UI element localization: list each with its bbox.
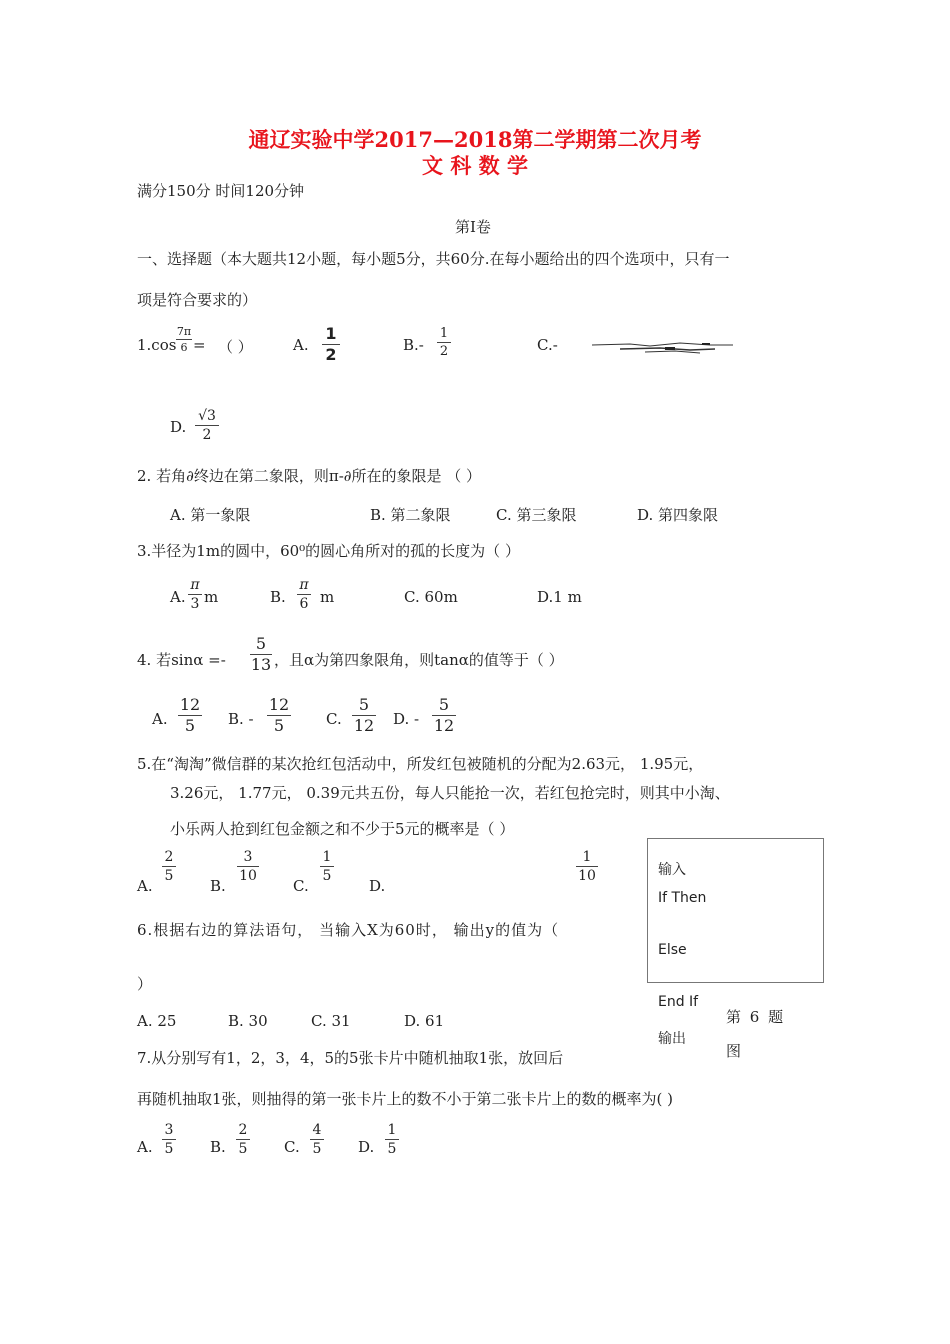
- q4-option-b-den: 5: [273, 716, 285, 735]
- q3-stem: 3.半径为1m的圆中，60⁰的圆心角所对的孤的长度为（ ）: [137, 542, 520, 560]
- q3-option-c: C. 60m: [404, 588, 458, 606]
- q5-option-d-label: D.: [369, 877, 386, 895]
- part1-instruction-2: 项是符合要求的）: [137, 291, 258, 309]
- program-output: 输出: [658, 1031, 686, 1047]
- q7-option-c-label: C.: [284, 1138, 300, 1156]
- q1-prefix: 1.cos: [137, 336, 177, 354]
- q4-option-d-den: 12: [433, 716, 455, 735]
- q4-option-d-num: 5: [438, 695, 450, 714]
- q7-option-c-den: 5: [312, 1141, 322, 1157]
- q1-paren: （ ）: [218, 338, 253, 356]
- q4-option-c-label: C.: [326, 710, 342, 728]
- q1-option-d-label: D.: [170, 418, 187, 436]
- q4-option-d-label: D. -: [393, 710, 420, 728]
- q7-option-a-num: 3: [164, 1122, 174, 1138]
- q5-option-d-fraction: [576, 850, 598, 883]
- exam-title: 通辽实验中学2017—2018第二学期第二次月考: [248, 127, 702, 152]
- q2-option-b: B. 第二象限: [370, 506, 451, 524]
- figure-caption-2: 图: [726, 1042, 742, 1060]
- q3-option-a-label: A.: [170, 588, 186, 606]
- q6-option-a: A. 25: [137, 1012, 177, 1030]
- q5-option-b-den: 10: [239, 868, 257, 884]
- q5-option-a-num: 2: [164, 849, 174, 865]
- q7-option-a-fraction: [162, 1123, 176, 1156]
- q3-option-a-den: 3: [190, 596, 200, 612]
- q2-stem: 2. 若角∂终边在第二象限，则π-∂所在的象限是 （ ）: [137, 467, 482, 485]
- exam-subject: 文 科 数 学: [422, 153, 528, 178]
- q6-option-d: D. 61: [404, 1012, 445, 1030]
- q7-option-a-den: 5: [164, 1141, 174, 1157]
- program-else: Else: [658, 942, 687, 958]
- q4-option-a-fraction: [178, 697, 202, 734]
- q1-option-a-label: A.: [293, 336, 309, 354]
- part1-instruction-1: 一、选择题（本大题共12小题，每小题5分，共60分.在每小题给出的四个选项中，只有一: [137, 250, 730, 268]
- exam-info: 满分150分 时间120分钟: [137, 182, 305, 200]
- program-input: 输入: [658, 862, 686, 878]
- q3-option-b-den: 6: [299, 596, 309, 612]
- q4-option-b-fraction: [267, 697, 291, 734]
- q1-option-a-fraction: [322, 326, 340, 363]
- q1-option-b-label: B.-: [403, 336, 424, 354]
- q1-option-b-den: 2: [439, 344, 449, 359]
- q3-option-a-num: π: [190, 577, 200, 593]
- q4-option-d-fraction: [432, 697, 456, 734]
- q7-option-b-den: 5: [238, 1141, 248, 1157]
- q4-option-b-num: 12: [268, 695, 290, 714]
- q7-option-d-label: D.: [358, 1138, 375, 1156]
- q5-option-c-fraction: [320, 850, 334, 883]
- q4-frac-den: 13: [250, 655, 272, 674]
- q5-line-2: 3.26元， 1.77元， 0.39元共五份，每人只能抢一次，若红包抢完时，则其中小淘、: [170, 784, 730, 802]
- q5-option-a-den: 5: [164, 868, 174, 884]
- program-end-if: End If: [658, 994, 699, 1010]
- q6-line-2: ）: [137, 975, 153, 993]
- q4-option-a-num: 12: [179, 695, 201, 714]
- q3-option-b-fraction: [297, 578, 311, 611]
- q7-option-c-num: 4: [312, 1122, 322, 1138]
- q6-option-c: C. 31: [311, 1012, 351, 1030]
- q7-option-b-label: B.: [210, 1138, 226, 1156]
- q4-fraction: [250, 636, 272, 673]
- q3-option-b-num: π: [299, 577, 309, 593]
- q1-frac-num: 7π: [176, 325, 192, 338]
- q7-option-d-den: 5: [387, 1141, 397, 1157]
- q1-fraction: [176, 326, 192, 353]
- q4-option-b-label: B. -: [228, 710, 254, 728]
- q3-option-a-unit: m: [204, 588, 219, 606]
- q5-option-b-num: 3: [243, 849, 253, 865]
- q1-option-a-den: 2: [325, 345, 337, 364]
- q5-line-1: 5.在“淘淘”微信群的某次抢红包活动中，所发红包被随机的分配为2.63元， 1.95元，: [137, 755, 704, 773]
- q7-line-1: 7.从分别写有1，2，3，4，5的5张卡片中随机抽取1张，放回后: [137, 1049, 564, 1067]
- q5-option-c-num: 1: [322, 849, 332, 865]
- q6-line-1: 6.根据右边的算法语句， 当输入X为60时， 输出y的值为（: [137, 921, 560, 939]
- q5-option-c-label: C.: [293, 877, 309, 895]
- algorithm-box: [647, 838, 824, 983]
- q3-option-d: D.1 m: [537, 588, 582, 606]
- q7-option-b-num: 2: [238, 1122, 248, 1138]
- q7-option-c-fraction: [310, 1123, 324, 1156]
- q7-line-2: 再随机抽取1张，则抽得的第一张卡片上的数不小于第二张卡片上的数的概率为( ): [137, 1090, 674, 1108]
- q1-option-b-fraction: [437, 327, 451, 358]
- q2-option-c: C. 第三象限: [496, 506, 577, 524]
- q1-frac-den: 6: [180, 341, 188, 354]
- q4-suffix: ，且α为第四象限角，则tanα的值等于（ ）: [274, 651, 564, 669]
- q4-option-c-num: 5: [358, 695, 370, 714]
- q1-option-c-label: C.-: [537, 336, 558, 354]
- q1-option-b-num: 1: [439, 326, 449, 341]
- q5-option-a-label: A.: [137, 877, 153, 895]
- q4-option-c-fraction: [352, 697, 376, 734]
- q5-line-3: 小乐两人抢到红包金额之和不少于5元的概率是（ ）: [170, 820, 515, 838]
- q4-prefix: 4. 若sinα =-: [137, 651, 226, 669]
- q5-option-b-label: B.: [210, 877, 226, 895]
- q2-option-d: D. 第四象限: [637, 506, 719, 524]
- q6-option-b: B. 30: [228, 1012, 268, 1030]
- q4-option-a-den: 5: [184, 716, 196, 735]
- q1-option-d-num: √3: [198, 408, 216, 424]
- q3-option-b-unit: m: [320, 588, 335, 606]
- q1-option-c-garbled-graphic: [590, 340, 735, 354]
- q4-option-a-label: A.: [152, 710, 168, 728]
- q4-frac-num: 5: [255, 634, 267, 653]
- q5-option-d-num: 1: [582, 849, 592, 865]
- q1-option-a-num: 1: [325, 324, 337, 343]
- q1-option-d-fraction: [195, 409, 219, 442]
- q1-option-d-den: 2: [202, 427, 212, 443]
- q3-option-a-fraction: [188, 578, 202, 611]
- q3-option-b-label: B.: [270, 588, 286, 606]
- figure-caption-1: 第 6 题: [726, 1008, 786, 1026]
- q7-option-d-num: 1: [387, 1122, 397, 1138]
- q5-option-b-fraction: [237, 850, 259, 883]
- q7-option-d-fraction: [385, 1123, 399, 1156]
- program-if-then: If Then: [658, 890, 707, 906]
- section-title: 第Ⅰ卷: [455, 218, 491, 236]
- q5-option-a-fraction: [162, 850, 176, 883]
- q2-option-a: A. 第一象限: [170, 506, 251, 524]
- q4-option-c-den: 12: [353, 716, 375, 735]
- q7-option-a-label: A.: [137, 1138, 153, 1156]
- q5-option-d-den: 10: [578, 868, 596, 884]
- q5-option-c-den: 5: [322, 868, 332, 884]
- q1-eq: =: [193, 336, 206, 354]
- q7-option-b-fraction: [236, 1123, 250, 1156]
